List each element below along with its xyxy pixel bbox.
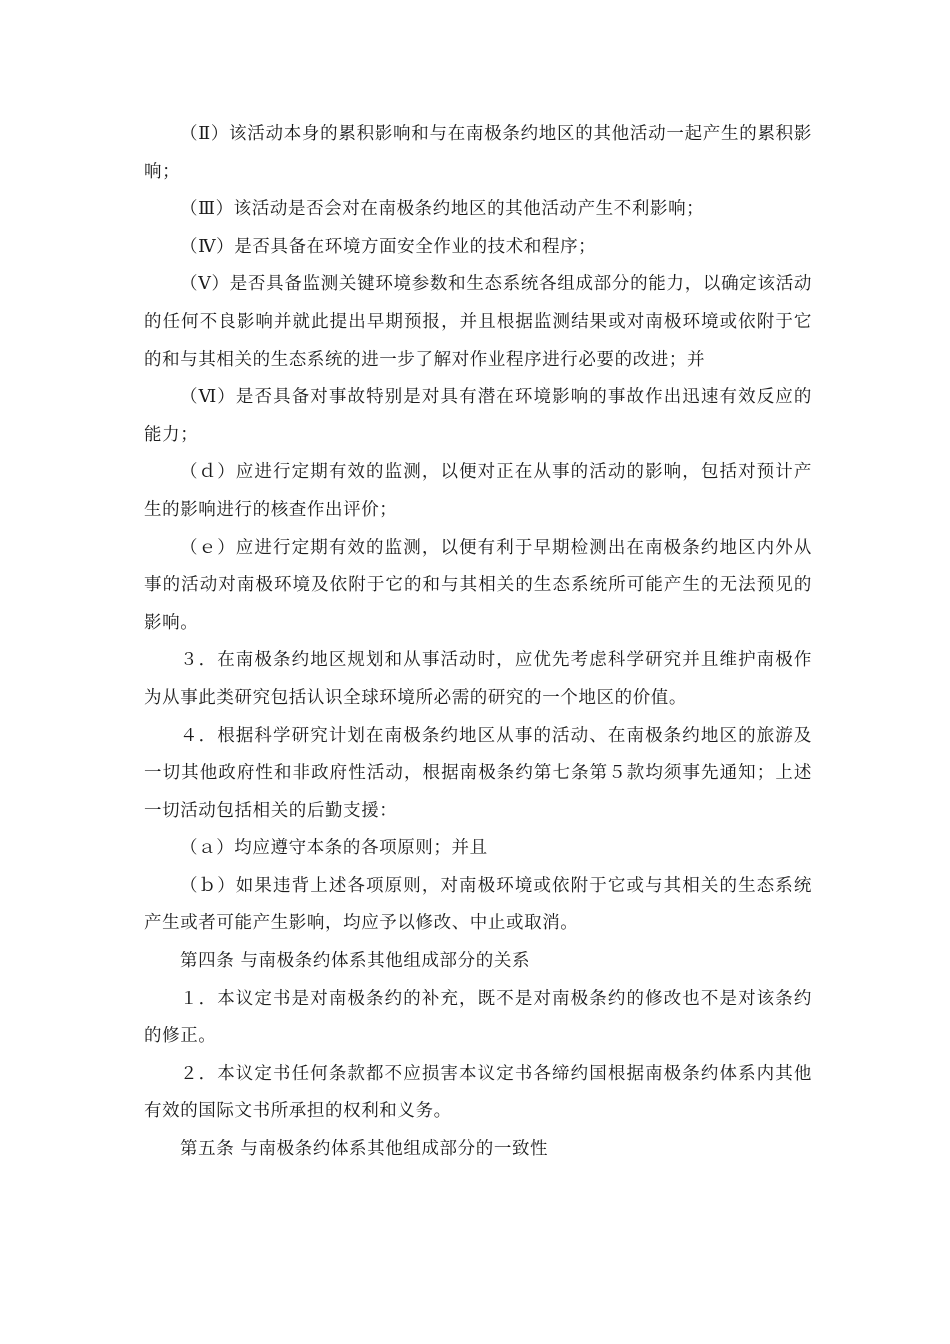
article-4-heading: 第四条 与南极条约体系其他组成部分的关系	[180, 951, 531, 972]
clause-iii: （Ⅲ）该活动是否会对在南极条约地区的其他活动产生不利影响；	[180, 199, 705, 220]
clause-e: （ｅ）应进行定期有效的监测，以便有利于早期检测出在南极条约地区内外从事的活动对南极环境及依附于它的和与其相关的生态系统所可能产生的无法预见的影响。	[144, 537, 812, 633]
article-4-paragraph-2: ２．本议定书任何条款都不应损害本议定书各缔约国根据南极条约体系内其他有效的国际文书所承担的权利和义务。	[144, 1063, 812, 1122]
paragraph-3: ３．在南极条约地区规划和从事活动时，应优先考虑科学研究并且维护南极作为从事此类研究包括认识全球环境所必需的研究的一个地区的价值。	[144, 650, 812, 708]
clause-ii: （Ⅱ）该活动本身的累积影响和与在南极条约地区的其他活动一起产生的累积影响；	[144, 124, 812, 182]
clause-iv: （Ⅳ）是否具备在环境方面安全作业的技术和程序；	[180, 236, 597, 257]
document-page	[144, 116, 812, 1169]
article-4-paragraph-1: １．本议定书是对南极条约的补充，既不是对南极条约的修改也不是对该条约的修正。	[144, 988, 812, 1047]
clause-d: （ｄ）应进行定期有效的监测，以便对正在从事的活动的影响，包括对预计产生的影响进行的核查作出评价；	[144, 462, 812, 520]
article-5-heading: 第五条 与南极条约体系其他组成部分的一致性	[180, 1139, 549, 1160]
clause-b: （ｂ）如果违背上述各项原则，对南极环境或依附于它或与其相关的生态系统产生或者可能产生影响，均应予以修改、中止或取消。	[144, 875, 812, 934]
paragraph-4: ４．根据科学研究计划在南极条约地区从事的活动、在南极条约地区的旅游及一切其他政府性和非政府性活动，根据南极条约第七条第５款均须事先通知；上述一切活动包括相关的后勤支援：	[144, 725, 812, 821]
clause-v: （Ⅴ）是否具备监测关键环境参数和生态系统各组成部分的能力，以确定该活动的任何不良影响并就此提出早期预报，并且根据监测结果或对南极环境或依附于它的和与其相关的生态系统的进一步了解对作业程序进行必要的改进；并	[144, 274, 812, 370]
clause-a: （ａ）均应遵守本条的各项原则；并且	[180, 838, 488, 859]
clause-vi: （Ⅵ）是否具备对事故特别是对具有潜在环境影响的事故作出迅速有效反应的能力；	[144, 387, 812, 445]
